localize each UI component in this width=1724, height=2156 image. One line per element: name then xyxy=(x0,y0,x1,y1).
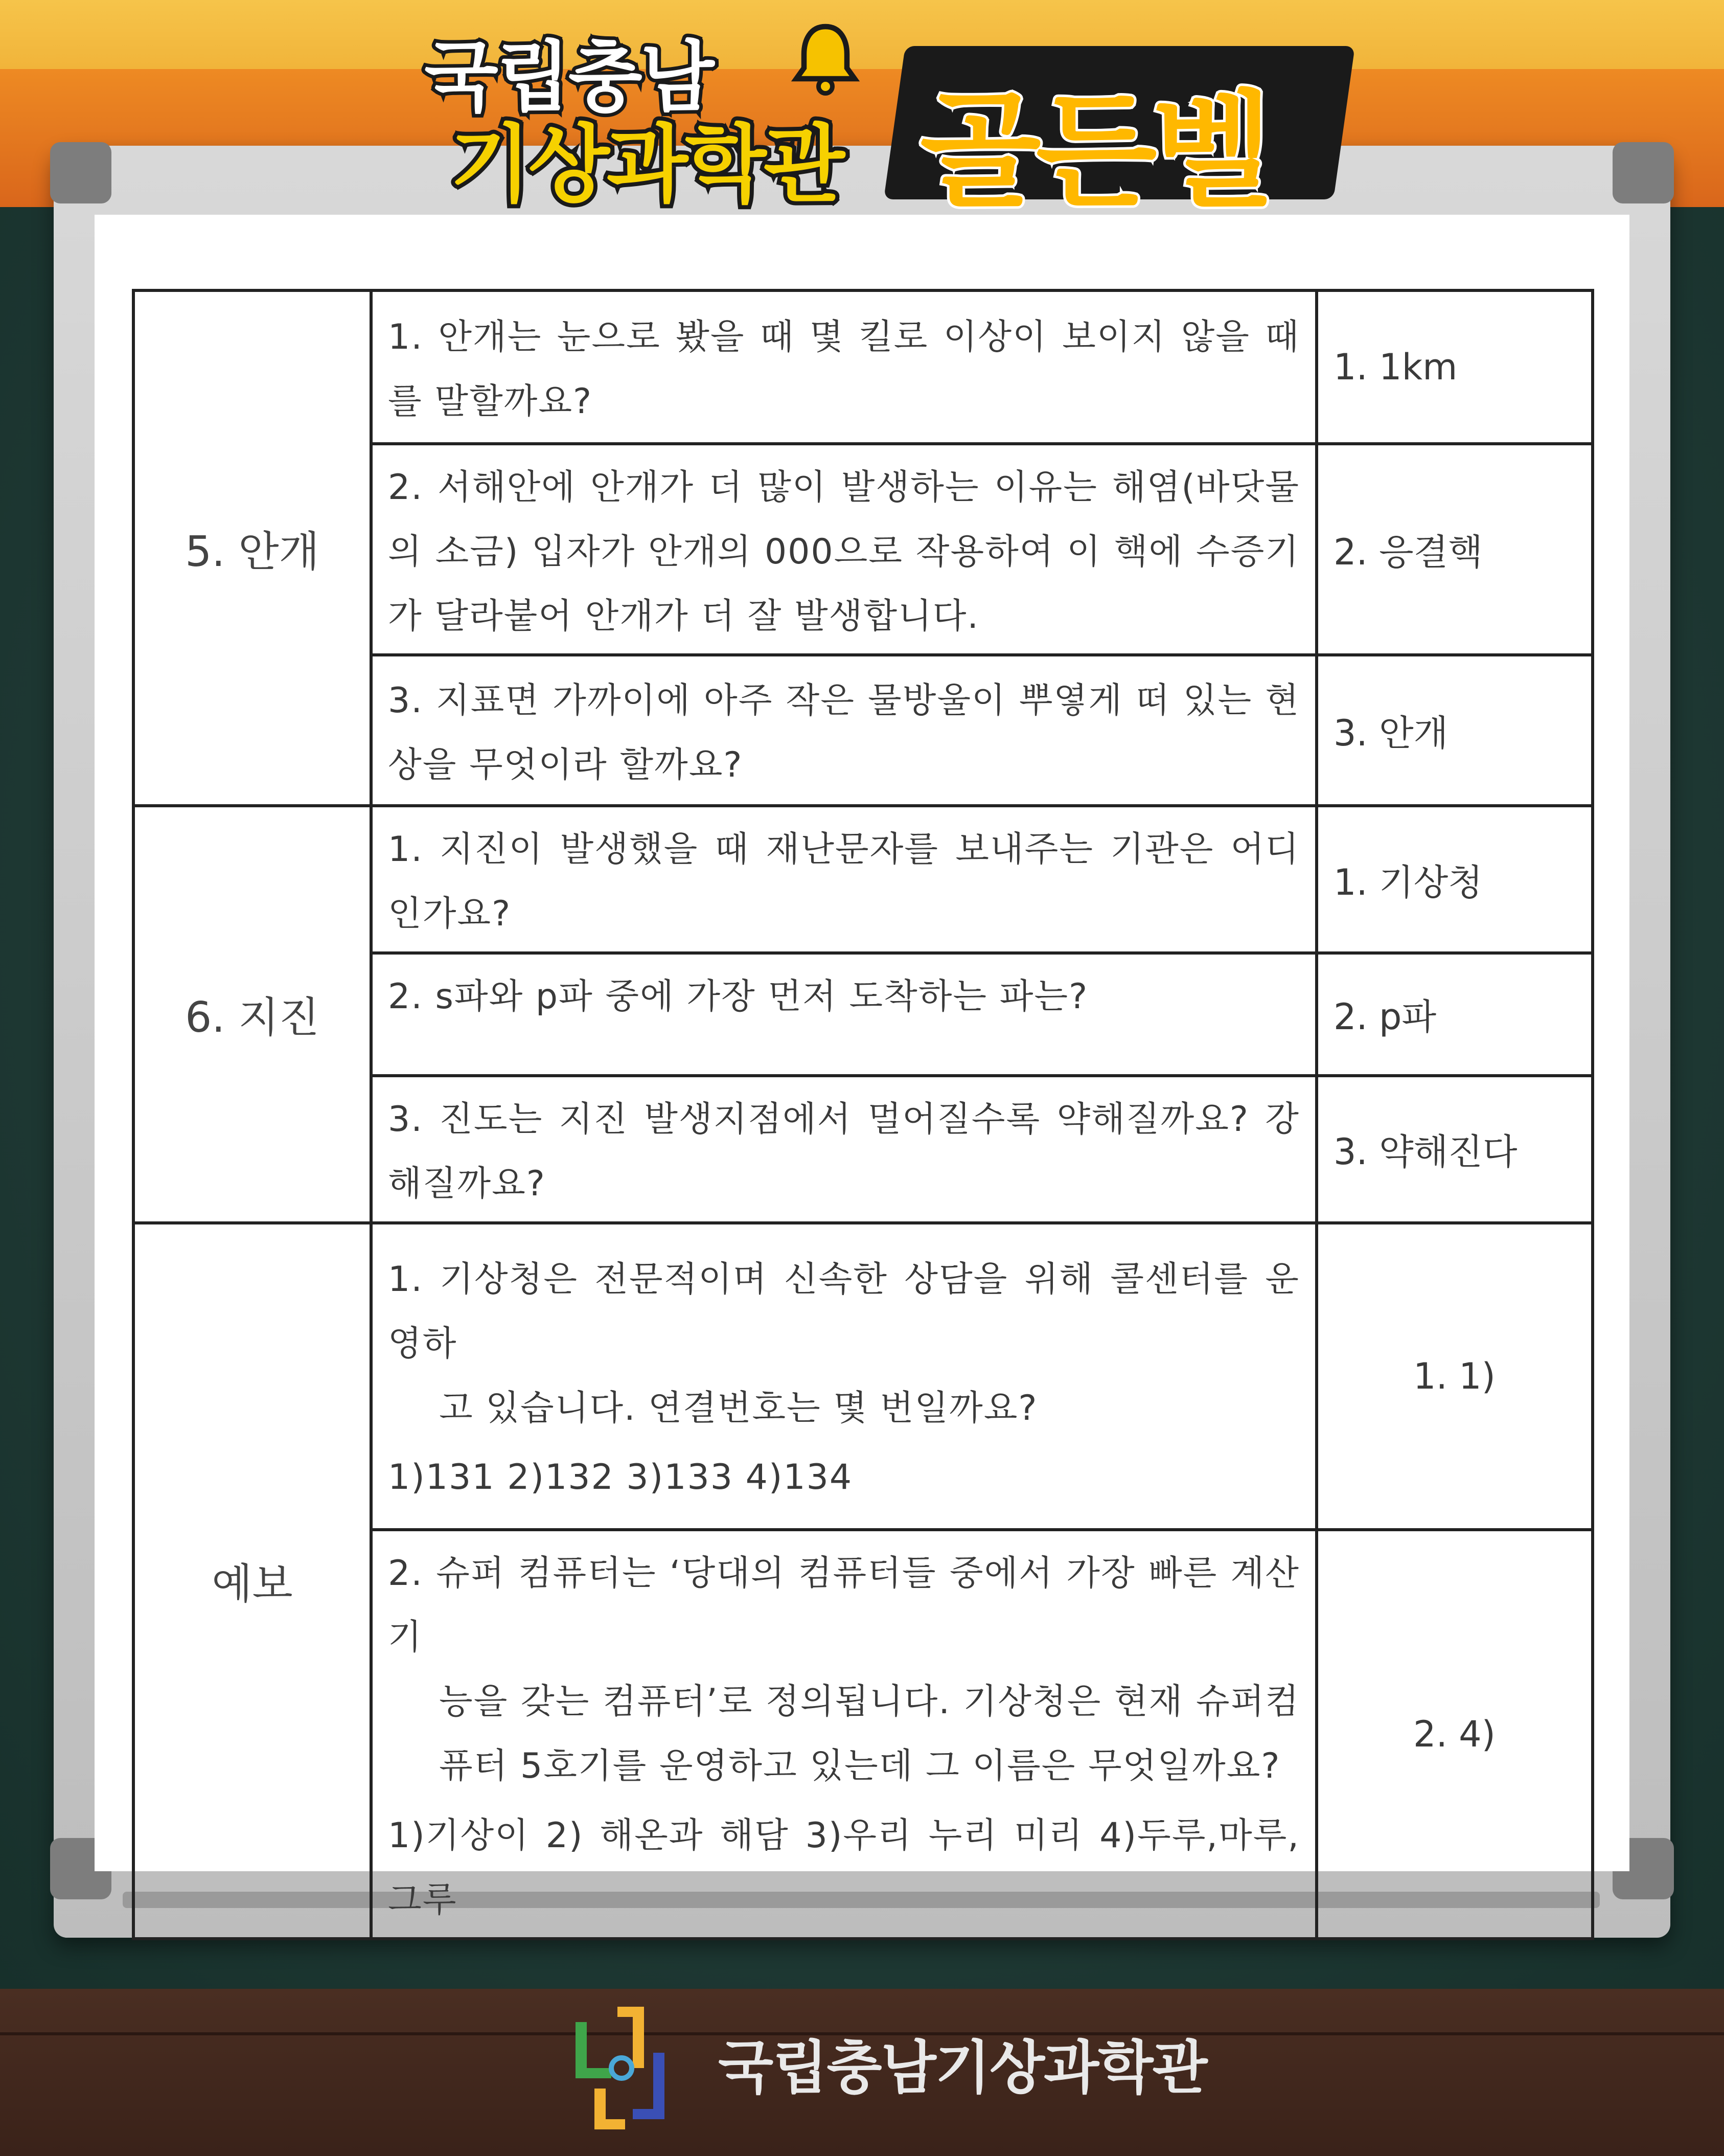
answer-cell: 3. 안개 xyxy=(1317,655,1593,806)
question-cell: 1. 안개는 눈으로 봤을 때 몇 킬로 이상이 보이지 않을 때를 말할까요? xyxy=(371,290,1317,444)
question-text: 2. 슈퍼 컴퓨터는 ‘당대의 컴퓨터들 중에서 가장 빠른 계산 기 xyxy=(388,1553,1300,1658)
title-banner xyxy=(419,10,1344,224)
whiteboard-corner xyxy=(50,142,111,203)
category-cell-fog: 5. 안개 xyxy=(133,290,371,806)
title-line-1: 국립충남 xyxy=(424,33,712,122)
question-cell xyxy=(371,1223,1317,1530)
question-cell: 2. s파와 p파 중에 가장 먼저 도착하는 파는? xyxy=(371,953,1317,1076)
question-text-continued: 고 있습니다. 연결번호는 몇 번일까요? xyxy=(439,1388,1038,1428)
quiz-table xyxy=(132,289,1591,1920)
institute-logo-icon xyxy=(566,1991,674,2135)
category-cell-forecast: 예보 xyxy=(133,1223,371,1939)
institute-name: 국립충남기상과학관 xyxy=(718,2035,1207,2101)
question-text: 1. 기상청은 전문적이며 신속한 상담을 위해 콜센터를 운영하 xyxy=(388,1259,1300,1364)
whiteboard-corner xyxy=(1613,142,1674,203)
answer-cell: 2. 4) xyxy=(1317,1530,1593,1939)
question-text-continued: 능을 갖는 컴퓨터’로 정의됩니다. 기상청은 현재 슈퍼컴퓨터 5호기를 운영하고 있는데 그 이름은 무엇일까요? xyxy=(439,1682,1300,1786)
question-cell xyxy=(371,1530,1317,1939)
answer-cell: 2. 응결핵 xyxy=(1317,444,1593,655)
question-options: 1)131 2)132 3)133 4)134 xyxy=(388,1457,853,1498)
answer-cell: 2. p파 xyxy=(1317,953,1593,1076)
bell-icon xyxy=(787,20,864,97)
question-cell: 3. 지표면 가까이에 아주 작은 물방울이 뿌옇게 떠 있는 현상을 무엇이라 할까요? xyxy=(371,655,1317,806)
title-brand: 골든벨 xyxy=(920,79,1268,224)
category-cell-earthquake: 6. 지진 xyxy=(133,806,371,1222)
question-cell: 2. 서해안에 안개가 더 많이 발생하는 이유는 해염(바닷물의 소금) 입자가 안개의 000으로 작용하여 이 핵에 수증기가 달라붙어 안개가 더 잘 발생합니다. xyxy=(371,444,1317,655)
question-cell: 1. 지진이 발생했을 때 재난문자를 보내주는 기관은 어디인가요? xyxy=(371,806,1317,953)
answer-cell: 1. 1km xyxy=(1317,290,1593,444)
answer-cell: 1. 1) xyxy=(1317,1223,1593,1530)
table-row xyxy=(133,1223,1593,1530)
question-options: 1)기상이 2) 해온과 해담 3)우리 누리 미리 4)두루,마루,그루 xyxy=(388,1815,1300,1920)
table-row xyxy=(133,290,1593,444)
answer-cell: 1. 기상청 xyxy=(1317,806,1593,953)
table-row xyxy=(133,806,1593,953)
question-cell: 3. 진도는 지진 발생지점에서 멀어질수록 약해질까요? 강해질까요? xyxy=(371,1076,1317,1223)
answer-cell: 3. 약해진다 xyxy=(1317,1076,1593,1223)
title-line-2: 기상과학관 xyxy=(450,116,842,214)
